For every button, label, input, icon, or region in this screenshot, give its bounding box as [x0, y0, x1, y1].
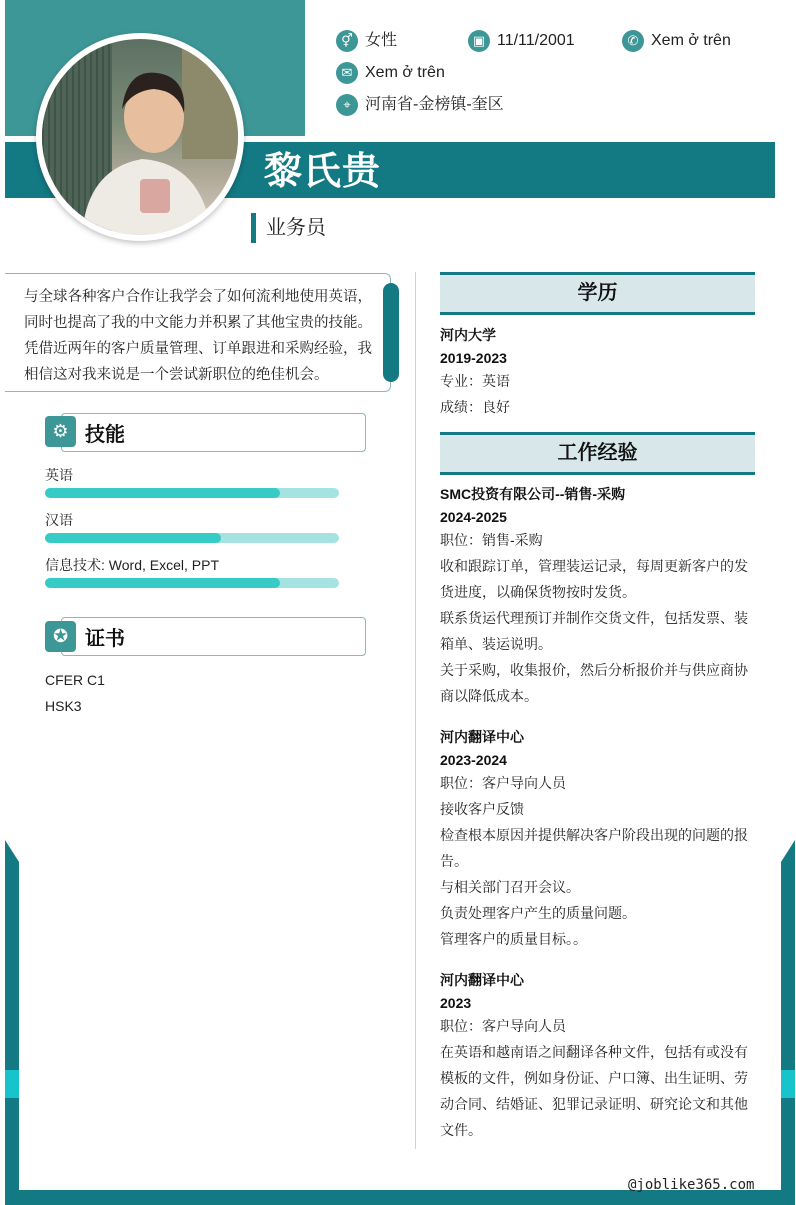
gender-icon: ⚥	[336, 30, 358, 52]
job-line: 与相关部门召开会议。	[440, 879, 580, 895]
location-icon: ⌖	[336, 94, 358, 116]
education-grade: 成绩：良好	[440, 399, 510, 415]
job-line: 箱单、装运说明。	[440, 636, 552, 652]
education-title: 学历	[440, 272, 755, 315]
job-line: 文件。	[440, 1122, 482, 1138]
gender-value: 女性	[365, 32, 398, 49]
job-title: 业务员	[266, 217, 326, 239]
job-line: 关于采购，收集报价，然后分析报价并与供应商协	[440, 662, 748, 678]
frame-corner-right	[781, 840, 795, 862]
job-company: 河内翻译中心	[440, 729, 524, 745]
job-line: 货进度，以确保货物按时发货。	[440, 584, 636, 600]
job-line: 管理客户的质量目标。。	[440, 931, 587, 947]
job-line: 联系货运代理预订并制作交货文件，包括发票、装	[440, 610, 748, 626]
experience-title: 工作经验	[440, 432, 755, 475]
skill-label: 信息技术: Word, Excel, PPT	[45, 557, 219, 573]
gear-icon: ⚙	[45, 416, 76, 447]
job-entry	[440, 967, 756, 1143]
skill-label: 汉语	[45, 512, 73, 528]
summary-line: 同时也提高了我的中文能力并积累了其他宝贵的技能。	[24, 315, 372, 331]
job-line: 职位：客户导向人员	[440, 1018, 566, 1034]
frame-left	[5, 862, 19, 1192]
award-icon: ✪	[45, 621, 76, 652]
summary-tab	[383, 283, 399, 382]
frame-right	[781, 862, 795, 1192]
summary-line: 相信这对我来说是一个尝试新职位的绝佳机会。	[24, 367, 329, 383]
watermark: @joblike365.com	[628, 1177, 755, 1193]
frame-accent-left	[5, 1070, 19, 1098]
skill-bar-fill	[45, 488, 280, 498]
job-period: 2023	[440, 995, 472, 1011]
summary-line: 凭借近两年的客户质量管理、订单跟进和采购经验，我	[24, 341, 372, 357]
skill-bar	[45, 578, 339, 588]
skill-bar	[45, 488, 339, 498]
skills-title: 技能	[85, 424, 125, 446]
school-name: 河内大学	[440, 327, 496, 343]
title-marker	[251, 213, 256, 243]
candidate-name: 黎氏贵	[264, 151, 382, 193]
education-period: 2019-2023	[440, 350, 507, 366]
phone-value: Xem ở trên	[651, 32, 731, 49]
certificates-title: 证书	[85, 628, 125, 650]
job-line: 模板的文件，例如身份证、户口簿、出生证明、劳	[440, 1070, 748, 1086]
job-company: 河内翻译中心	[440, 972, 524, 988]
summary-text	[24, 284, 376, 388]
job-line: 动合同、结婚证、犯罪记录证明、研究论文和其他	[440, 1096, 748, 1112]
calendar-icon: ▣	[468, 30, 490, 52]
address-value: 河南省-金榜镇-奎区	[365, 96, 504, 113]
skill-bar	[45, 533, 339, 543]
job-line: 收和跟踪订单，管理装运记录，每周更新客户的发	[440, 558, 748, 574]
skill-bar-fill	[45, 533, 221, 543]
email-value: Xem ở trên	[365, 64, 445, 81]
education-block	[440, 322, 756, 420]
job-line: 告。	[440, 853, 468, 869]
job-line: 负责处理客户产生的质量问题。	[440, 905, 636, 921]
column-divider	[415, 272, 416, 1149]
frame-accent-right	[781, 1070, 795, 1098]
job-entry	[440, 724, 756, 952]
summary-line: 与全球各种客户合作让我学会了如何流利地使用英语，	[24, 289, 372, 305]
frame-corner-left	[5, 840, 19, 862]
job-company: SMC投资有限公司--销售-采购	[440, 486, 626, 502]
skill-label: 英语	[45, 467, 73, 483]
job-period: 2023-2024	[440, 752, 507, 768]
job-line: 检查根本原因并提供解决客户阶段出现的问题的报	[440, 827, 748, 843]
job-line: 接收客户反馈	[440, 801, 524, 817]
job-line: 商以降低成本。	[440, 688, 538, 704]
email-icon: ✉	[336, 62, 358, 84]
job-period: 2024-2025	[440, 509, 507, 525]
skill-bar-fill	[45, 578, 280, 588]
avatar	[42, 39, 238, 235]
birthdate-value: 11/11/2001	[497, 32, 575, 49]
job-entry	[440, 481, 756, 709]
certificate-item: HSK3	[45, 698, 82, 714]
job-line: 职位：销售-采购	[440, 532, 543, 548]
certificate-item: CFER C1	[45, 672, 105, 688]
phone-icon: ✆	[622, 30, 644, 52]
job-line: 在英语和越南语之间翻译各种文件，包括有或没有	[440, 1044, 748, 1060]
education-major: 专业：英语	[440, 373, 510, 389]
job-line: 职位：客户导向人员	[440, 775, 566, 791]
